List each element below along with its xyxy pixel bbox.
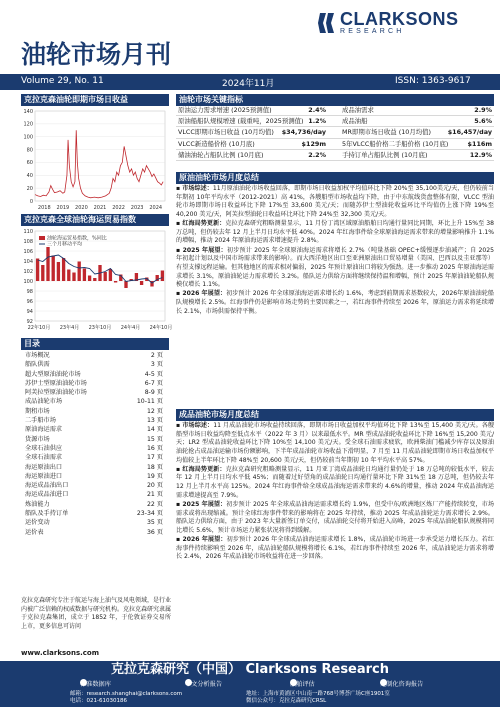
toc-page: 18 页 bbox=[146, 463, 163, 471]
toc-label: 海运成品油进口 bbox=[25, 491, 69, 499]
indicator-label: 成品油船 bbox=[342, 117, 368, 126]
y-tick-label: 94 bbox=[26, 308, 33, 315]
toc-label: 全球石油需求 bbox=[25, 454, 63, 462]
toc-label: 海运原油出口 bbox=[25, 463, 63, 471]
index-bar bbox=[88, 276, 91, 282]
paragraph-text: 克拉克森研究粗略测量显示，11 月份丁湾区域原油船舶日均通行量同比同期，环比上升 15%至 38 万总吨，但仍较去年 12 月上半月日均水平低 40%。2024 年红海事件给全球原油海运需求带来的增量影响推升 1.1%的增幅，推动 2024 年原油海运需求增速提升 2.8%。 bbox=[176, 220, 494, 245]
index-bar bbox=[36, 259, 39, 282]
toc-page: 16 页 bbox=[146, 444, 163, 452]
index-bar bbox=[140, 281, 143, 285]
brand-sub: RESEARCH bbox=[340, 28, 405, 35]
key-indicators-heading: 油轮市场关键指标 bbox=[176, 94, 494, 106]
legend-swatch-bar bbox=[39, 236, 45, 240]
summary-paragraph bbox=[176, 422, 494, 465]
index-bar bbox=[161, 271, 164, 282]
paragraph-lead: ▪ 红海局势更新： bbox=[176, 220, 226, 228]
toc-page: 2 页 bbox=[150, 352, 163, 359]
toc-item[interactable] bbox=[21, 360, 169, 369]
y-tick-label: 100 bbox=[23, 134, 33, 141]
toc-item[interactable] bbox=[21, 397, 169, 406]
indicator-value: $129m bbox=[301, 139, 326, 148]
toc-item[interactable] bbox=[21, 444, 169, 453]
toc-page: 20 页 bbox=[146, 482, 163, 490]
toc-heading: 目录 bbox=[21, 338, 169, 350]
toc-label: 二手船市场 bbox=[25, 417, 56, 425]
toc-item[interactable] bbox=[21, 509, 169, 518]
toc-label: 全球石油供应 bbox=[25, 444, 63, 452]
indicator-value: $116m bbox=[467, 139, 492, 148]
indicator-row bbox=[176, 150, 494, 161]
y-tick-label: 98 bbox=[26, 288, 33, 295]
footer-title: 克拉克森研究（中国） Clarksons Research bbox=[110, 662, 390, 677]
indicator-label: 手持订单占船队比例 (10月底) bbox=[342, 150, 428, 159]
y-tick-label: 60 bbox=[26, 160, 33, 167]
key-indicators-table bbox=[176, 105, 494, 161]
indicator-value: 2.9% bbox=[474, 106, 492, 114]
summary-paragraph bbox=[176, 501, 494, 536]
y-tick-label: 92 bbox=[26, 318, 33, 325]
clarksons-logo bbox=[318, 10, 496, 38]
service-label: 船舶评估 bbox=[290, 681, 315, 688]
toc-label: 成品油轮市场 bbox=[25, 398, 63, 406]
x-tick-label: 2024 bbox=[149, 205, 163, 211]
index-bar bbox=[62, 258, 65, 281]
crude-summary-body bbox=[176, 185, 494, 317]
toc-item[interactable] bbox=[21, 453, 169, 462]
toc-page: 8-9 页 bbox=[144, 389, 163, 397]
index-bar bbox=[46, 247, 49, 281]
summary-paragraph bbox=[176, 290, 494, 316]
y-tick-label: 102 bbox=[23, 268, 33, 275]
toc-item[interactable] bbox=[21, 416, 169, 425]
about-text: 克拉克森研究专注于航运与海上油气及风电领域，是行业内被广泛信赖的权威数据与研究机构。克拉克森研究隶属于克拉克森集团，成立于 1852 年，于伦敦证券交易所上市，更多信息可访问 bbox=[21, 597, 172, 631]
footer-contact bbox=[70, 691, 182, 705]
footer-address-line: 地址：上海市黄浦区中山南一路768号博荟广场C座1901室 bbox=[246, 691, 390, 697]
about-url[interactable]: www.clarksons.com bbox=[21, 649, 100, 657]
index-bar bbox=[52, 256, 55, 282]
indicator-label: 成品油需求 bbox=[342, 106, 374, 114]
index-bar bbox=[67, 270, 70, 282]
footer-phone: 电话：021-61030186 bbox=[70, 698, 127, 704]
indicator-label: MR即期市场日收益 (10月均值) bbox=[342, 128, 432, 137]
paragraph-text: 初步预计 2026 年全球原油海运需求增长约 1.6%，考虑到前期需求基数较大，2026年原油油轮船队规模增长 2.5%。红海事件仍是影响市场走势的主要因素之一，若红海事件持续至 2026 年，原油运力需求将延续增长 2.1%，市场供需保持平衡。 bbox=[176, 290, 494, 315]
index-bar bbox=[124, 281, 127, 288]
table-of-contents bbox=[21, 351, 169, 537]
toc-label: 炼油能力 bbox=[25, 500, 50, 508]
toc-page: 12 页 bbox=[146, 407, 163, 415]
y-tick-label: 110 bbox=[23, 228, 33, 235]
footer-email[interactable]: 邮箱：research.shanghai@clarksons.com bbox=[70, 691, 183, 697]
toc-item[interactable] bbox=[21, 528, 169, 537]
product-summary-body bbox=[176, 422, 494, 563]
toc-item[interactable] bbox=[21, 407, 169, 416]
legend-label: 三个月移动平均 bbox=[47, 241, 83, 248]
toc-page: 22 页 bbox=[146, 500, 163, 508]
toc-page: 19 页 bbox=[146, 472, 163, 480]
x-tick-label: 2022 bbox=[112, 205, 125, 211]
toc-item[interactable] bbox=[21, 481, 169, 490]
indicator-row bbox=[176, 116, 494, 127]
earnings-chart-heading: 克拉克森油轮即期市场日收益 bbox=[21, 94, 169, 106]
toc-page: 3 页 bbox=[150, 361, 163, 369]
indicator-value: 2.4% bbox=[308, 106, 326, 114]
toc-item[interactable] bbox=[21, 379, 169, 388]
issue-date: 2024年11月 bbox=[222, 79, 275, 89]
toc-page: 15 页 bbox=[146, 435, 163, 443]
toc-label: 苏伊士型原油油轮市场 bbox=[25, 379, 87, 387]
x-tick-label: 22年10月 bbox=[27, 325, 51, 331]
indicator-value: 5.6% bbox=[474, 117, 492, 126]
y-tick-label: 106 bbox=[23, 248, 33, 255]
indicator-row bbox=[176, 105, 494, 116]
toc-item[interactable] bbox=[21, 518, 169, 527]
indicator-label: VLCC新造船价格 (10月底) bbox=[178, 139, 255, 148]
index-bar bbox=[93, 278, 96, 281]
paragraph-lead: ▪ 2026 年展望： bbox=[176, 290, 227, 298]
paragraph-text: 11月原油油轮市场收益回落，即期市场日收益加权平均值环比下降 20%至 35,100美元/天，但仍较前当年期初 10年平均水平（2012-2021）高 41%，各艘船型市场收益均下降，由于中东航线货盘整体有限，VLCC 型油轮市场即期市场日收益环比下降 17%至 33,600 美元/天；而随苏伊士型油轮收益环比平均值仍上涨下降 19%至 40,200 美元/天，阿芙拉型油轮日收益环比环比下降 24%至 32,300 美元/天。 bbox=[176, 185, 494, 218]
x-tick-label: 23年10月 bbox=[88, 325, 112, 331]
toc-page: 21 页 bbox=[146, 491, 163, 499]
brand-name: CLARKSONS bbox=[340, 9, 459, 29]
service-label: 标准数据库 bbox=[80, 681, 111, 688]
y-tick-label: 120 bbox=[23, 121, 33, 128]
toc-label: 阿芙拉型原油油轮市场 bbox=[25, 389, 87, 397]
y-tick-label: 100 bbox=[23, 278, 33, 285]
y-tick-label: 104 bbox=[23, 258, 33, 265]
indicator-value: 2.2% bbox=[308, 150, 326, 159]
index-bar bbox=[83, 269, 86, 282]
x-tick-label: 2018 bbox=[37, 205, 51, 211]
toc-item[interactable] bbox=[21, 388, 169, 397]
header-band bbox=[0, 0, 500, 76]
toc-page: 36 页 bbox=[146, 528, 163, 536]
toc-page: 17 页 bbox=[146, 454, 163, 462]
paragraph-lead: ▪ 2025 年展望： bbox=[176, 500, 227, 508]
index-bar bbox=[109, 269, 112, 281]
paragraph-lead: ▪ 市场综述： bbox=[176, 422, 214, 429]
issn-label: ISSN: 1363-9617 bbox=[395, 76, 471, 86]
paragraph-lead: ▪ 2026 年展望： bbox=[176, 536, 227, 544]
x-tick-label: 2021 bbox=[93, 205, 107, 211]
x-tick-label: 23年4月 bbox=[59, 325, 80, 331]
toc-page: 23-34 页 bbox=[136, 510, 163, 518]
toc-label: 超大型原油油轮市场 bbox=[25, 370, 81, 378]
y-tick-label: 140 bbox=[23, 108, 33, 115]
volume-label: Volume 29, No. 11 bbox=[21, 76, 104, 86]
paragraph-text: 初步预计 2026 年全球成品油海运需求增长 1.8%，成品油轮市场进一步承受运力增长压力。若红海事件持续影响至 2026 年，成品油轮船队规模将增长 6.1%，若红海事件持续至 2026 年，成品油轮运力需求将增长 2.4%，2026 年成品油轮市场收益将在进一步回落。 bbox=[176, 536, 494, 561]
product-summary-heading: 成品油轮市场月度总结 bbox=[176, 409, 494, 421]
paragraph-text: 初步预计 2025 年全球成品油海运需求增长约 1.9%，但受中东/欧洲地区炼厂产能持续转变，市场需求或将出现缩减。预计全球红海事件带来的影响将在 2025 年持续，推动 2025 年成品油轮运力需求增长 2.9%。船队运力供给方面，由于 2023 年大量新签订单交付，成品油轮交付将开始进入高峰，2025 年成品油轮船队规模将同比增长 5.6%，预计市场运力紧张状况将得到缓解。 bbox=[176, 500, 494, 534]
footer bbox=[0, 661, 500, 707]
indicator-value: $16,457/day bbox=[447, 128, 492, 137]
toc-label: 船队及手持订单 bbox=[25, 510, 69, 518]
toc-label: 船队供需 bbox=[25, 361, 50, 369]
issue-bar bbox=[0, 74, 500, 90]
y-tick-label: 0 bbox=[29, 198, 33, 205]
paragraph-text: 11 月成品油轮市场收益持续回落，即期市场日收益加权平均值环比下降 13%至 15,400 美元/天。各艘船型市场日收益均降至低点水平（2022 年 3 月）以来最低水平。MR 型成品油轮收益环比下降 16%至 15,200 美元/天；LR2 型成品油轮收益环比下降 10%至 14,100 美元/天。受全球石油需求疲软，欧洲柴油门槛减少库存以及原油油轮抢占成品油运输市场份额影响，下半年成品油轮市场收益下滑明显，7 月至 11 月成品油轮即期市场日收益加权平均值较上半年环比下降 48%至 20,600 美元/天，但仍较前当年期初 10 年平均水平高 57%。 bbox=[176, 422, 494, 464]
indicator-label: VLCC即期市场日收益 (10月均值) bbox=[178, 128, 274, 137]
toc-item[interactable] bbox=[21, 500, 169, 509]
index-bar bbox=[41, 265, 44, 281]
x-tick-label: 2020 bbox=[75, 205, 88, 211]
y-tick-label: 96 bbox=[26, 298, 33, 305]
x-tick-label: 24年4月 bbox=[120, 325, 141, 331]
summary-paragraph bbox=[176, 185, 494, 220]
index-chart-heading: 克拉克森全球油轮海运贸易指数 bbox=[21, 214, 169, 226]
index-bar bbox=[78, 262, 81, 282]
toc-item[interactable] bbox=[21, 425, 169, 434]
footer-services bbox=[80, 679, 500, 689]
indicator-label: 5年VLCC船价格二手船价格 (10月底) bbox=[342, 139, 449, 148]
indicator-label: 原油船船队规模增速 (载重吨，2025预测值) bbox=[178, 117, 304, 126]
indicator-label: 原油运力需求增速 (2025预测值) bbox=[178, 106, 272, 114]
x-tick-label: 2019 bbox=[56, 205, 70, 211]
paragraph-lead: ▪ 2025 年展望： bbox=[176, 246, 227, 254]
summary-paragraph bbox=[176, 220, 494, 246]
x-tick-label: 24年10月 bbox=[149, 325, 173, 331]
summary-paragraph bbox=[176, 247, 494, 290]
y-tick-label: 80 bbox=[26, 147, 33, 154]
toc-label: 期租市场 bbox=[25, 407, 50, 415]
toc-page: 35 页 bbox=[146, 519, 163, 527]
summary-paragraph bbox=[176, 536, 494, 562]
legend-label: 油轮海运贸易指数，%同比 bbox=[47, 235, 107, 242]
summary-paragraph bbox=[176, 466, 494, 501]
index-bar bbox=[57, 262, 60, 281]
toc-page: 13 页 bbox=[146, 417, 163, 425]
paragraph-lead: ▪ 市场综述： bbox=[176, 185, 213, 192]
page-title: 油轮市场月刊 bbox=[21, 40, 172, 69]
indicator-label: 储油油轮占船队比例 (10月底) bbox=[178, 150, 264, 159]
x-tick-label: 2023 bbox=[130, 205, 144, 211]
indicator-row bbox=[176, 127, 494, 138]
footer-address bbox=[246, 691, 390, 705]
paragraph-text: 克拉克森研究粗略测量显示，11 月亚丁湾成品油轮日均通行量仍处于 18 万总吨的较低水平，较去年 12 月上半月日均水平低 45%；而随着过好望角的成品油轮日均通行量环比下降 31%至 18 万总吨，但仍较去年 12 月上半月水平高 125%。2024 年红海事件给全球成品油海运需求带来约 4.6%的增量，推动 2024 年成品油海运需求增速提高至 7.9%。 bbox=[176, 465, 494, 499]
toc-item[interactable] bbox=[21, 370, 169, 379]
toc-label: 货源市场 bbox=[25, 435, 50, 443]
toc-item[interactable] bbox=[21, 490, 169, 499]
toc-label: 市场概况 bbox=[25, 352, 50, 359]
indicator-value: 12.9% bbox=[469, 150, 492, 159]
y-tick-label: 40 bbox=[26, 173, 33, 180]
service-label: 中文分析报告 bbox=[185, 681, 223, 688]
toc-label: 原油海运需求 bbox=[25, 426, 63, 434]
toc-item[interactable] bbox=[21, 351, 169, 360]
earnings-chart bbox=[21, 107, 169, 213]
toc-label: 运价变动 bbox=[25, 519, 50, 527]
indicator-value: 1.2% bbox=[308, 117, 326, 126]
plot-area bbox=[35, 111, 165, 201]
index-bar bbox=[104, 272, 107, 281]
y-tick-label: 20 bbox=[26, 185, 33, 192]
toc-label: 海运成品油出口 bbox=[25, 482, 69, 490]
index-bar bbox=[72, 273, 75, 282]
toc-item[interactable] bbox=[21, 435, 169, 444]
y-tick-label: 108 bbox=[23, 238, 33, 245]
footer-wechat: 微信公众号：克拉克森研究CRSL bbox=[246, 698, 327, 704]
indicator-value: $34,736/day bbox=[281, 128, 326, 137]
index-chart bbox=[21, 227, 173, 333]
toc-page: 6-7 页 bbox=[144, 379, 163, 387]
toc-page: 4-5 页 bbox=[144, 370, 163, 378]
toc-item[interactable] bbox=[21, 472, 169, 481]
toc-label: 运价表 bbox=[25, 528, 44, 536]
crude-summary-heading: 原油油轮市场月度总结 bbox=[176, 172, 494, 184]
paragraph-text: 初步预计 2025 年全球原油海运需求将增长 2.7%（吨量基础 OPEC+缓慢逐步油减产；自 2025 年初起计划以及中国市场需求带来的影响）。而大西洋地区出口至亚洲原油出口贸易增量（美国、巴西以及圭亚那等）有望支撑远程运输。但其他地区的需求相对偏弱，2025 年预计原油出口将较为强劲。进一步推动 2025 年原油海运需求增长 3.1%，原油油轮运力需求增长 3.2%。船队运力供给方面将继续保持温和增幅，预计 2025 年原油油轮船队规模仅增长 1.1%。 bbox=[176, 246, 494, 289]
indicator-row bbox=[176, 139, 494, 150]
service-label: 定制化咨询报告 bbox=[380, 681, 424, 688]
toc-label: 海运原油进口 bbox=[25, 472, 63, 480]
index-bar bbox=[114, 281, 117, 283]
toc-item[interactable] bbox=[21, 463, 169, 472]
paragraph-lead: ▪ 红海局势更新： bbox=[176, 465, 226, 473]
clarksons-mark-icon bbox=[318, 11, 336, 35]
toc-page: 14 页 bbox=[146, 426, 163, 434]
toc-page: 10-11 页 bbox=[136, 398, 163, 406]
